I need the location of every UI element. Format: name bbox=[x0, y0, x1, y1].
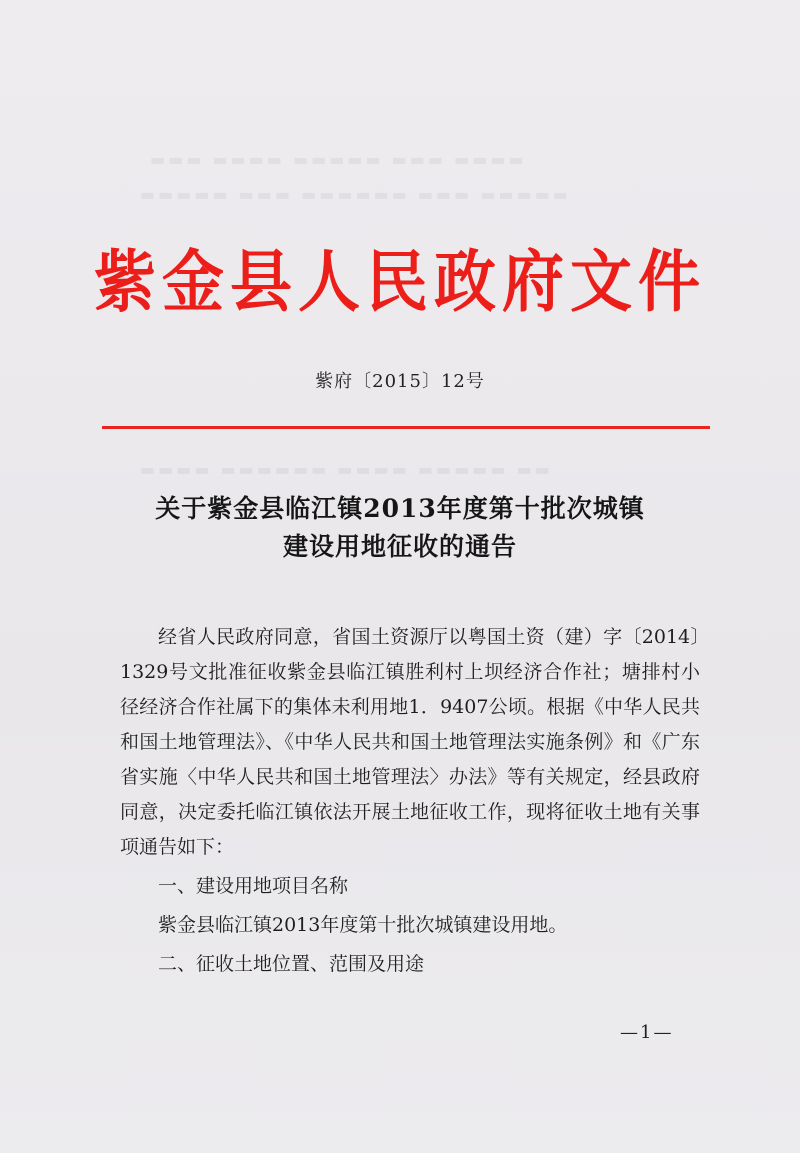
show-through-texture: ▬▬▬ ▬▬▬▬ ▬▬▬▬▬ ▬▬▬ ▬▬▬▬ bbox=[150, 150, 527, 169]
notice-title-line-1: 关于紫金县临江镇2013年度第十批次城镇 bbox=[155, 494, 645, 523]
page-number: —1— bbox=[620, 1022, 674, 1043]
notice-title bbox=[0, 490, 800, 566]
document-number: 紫府〔2015〕12号 bbox=[315, 371, 485, 392]
show-through-texture: ▬▬▬▬ ▬▬▬▬▬▬ ▬▬▬▬ ▬▬▬▬▬ ▬▬ bbox=[140, 460, 553, 479]
section-2-heading: 二、征收土地位置、范围及用途 bbox=[158, 953, 425, 975]
body-paragraph-1: 经省人民政府同意，省国土资源厅以粤国土资（建）字〔2014〕1329号文批准征收紫金县临江镇胜利村上坝经济合作社；塘排村小径经济合作社属下的集体未利用地1．9407公顷。根据《中华人民共和国土地管理法》、《中华人民共和国土地管理法实施条例》和《广东省实施〈中华人民共和国土地管理法〉办法》等有关规定，经县政府同意，决定委托临江镇依法开展土地征收工作，现将征收土地有关事项通告如下： bbox=[120, 626, 700, 858]
show-through-texture: ▬▬▬▬▬ ▬▬▬ ▬▬▬▬▬▬ ▬▬▬ ▬▬▬▬▬ bbox=[140, 185, 571, 204]
section-1-heading: 一、建设用地项目名称 bbox=[158, 875, 349, 897]
notice-body bbox=[120, 620, 700, 982]
notice-title-line-2: 建设用地征收的通告 bbox=[282, 532, 517, 561]
red-divider-line bbox=[102, 426, 710, 429]
issuer-header-title: 紫金县人民政府文件 bbox=[93, 242, 706, 322]
section-1-text: 紫金县临江镇2013年度第十批次城镇建设用地。 bbox=[158, 914, 568, 936]
